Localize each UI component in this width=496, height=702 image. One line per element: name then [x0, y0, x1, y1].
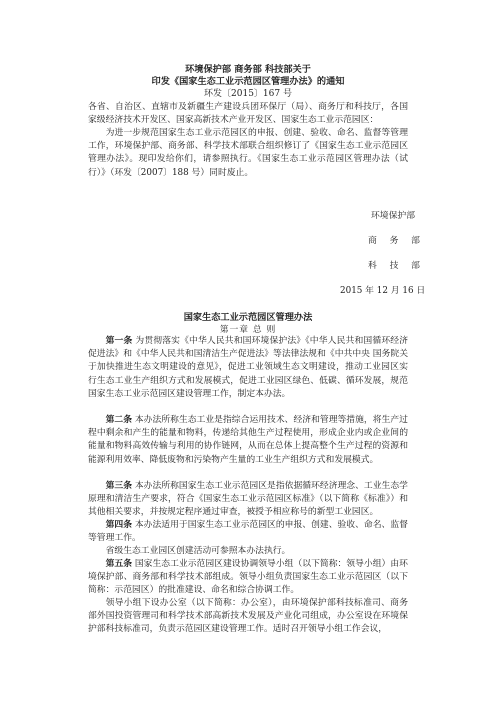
chapter-heading: 第一章 总 则: [219, 325, 277, 335]
paragraph-provincial: 省级生态工业园区创建活动可参照本办法执行。: [105, 546, 291, 556]
notice-recipients: 各省、自治区、直辖市及新疆生产建设兵团环保厅（局）、商务厅和科技厅，各国家级经济技术开发区、国家高新技术产业开发区、国家生态工业示范园区：: [88, 102, 408, 126]
article-1: [88, 335, 408, 401]
signature-org-3: 科 技 部: [368, 261, 420, 271]
document-number: 环发〔2015〕167 号: [204, 89, 292, 99]
article-label: 第四条: [105, 520, 133, 530]
signature-org-1: 环境保护部: [371, 211, 415, 221]
article-4: [88, 519, 408, 545]
article-5: [88, 558, 408, 598]
paragraph-office: 领导小组下设办公室（以下简称：办公室），由环境保护部科技标准司、商务部外国投资管理司和科学技术部高新技术发展及产业化司组成，办公室设在环境保护部科技标准司，负责示范园区建设管理工作。适时召开领导小组工作会议，: [88, 598, 408, 635]
notice-title-line2: 印发《国家生态工业示范园区管理办法》的通知: [151, 76, 345, 87]
article-label: 第一条: [105, 336, 133, 346]
article-text: 本办法所称国家生态工业示范园区是指依据循环经济理念、工业生态学原理和清洁生产要求，符合《国家生态工业示范园区标准》（以下简称《标准》）和其他相关要求，并按规定程序通过审查，被授予相应称号的新型工业园区。: [88, 481, 408, 518]
signature-org-2: 商 务 部: [368, 236, 420, 246]
article-label: 第二条: [105, 415, 133, 425]
article-text: 本办法所称生态工业是指综合运用技术、经济和管理等措施，将生产过程中剩余和产生的能量和物料，传递给其他生产过程使用，形成企业内或企业间的能量和物料高效传输与利用的协作链网，从而在总体上提高整个生产过程的资源和能源利用效率、降低废物和污染物产生量的工业生产组织方式和发展模式。: [88, 415, 408, 465]
article-text: 为贯彻落实《中华人民共和国环境保护法》《中华人民共和国循环经济促进法》和《中华人民共和国清洁生产促进法》等法律法规和《中共中央 国务院关于加快推进生态文明建设的意见》，促进工业领域生态文明建设，推动工业园区实行生态工业生产组织方式和发展模式，促进工业园区绿色、低碳、循环发展，规范国家生态工业示范园区建设管理工作，制定本办法。: [88, 336, 408, 399]
notice-title-line1: 环境保护部 商务部 科技部关于: [185, 64, 311, 75]
article-2: [88, 414, 408, 467]
article-3: [88, 480, 408, 520]
article-label: 第三条: [105, 481, 133, 491]
regulation-title: 国家生态工业示范园区管理办法: [183, 312, 313, 323]
article-text: 国家生态工业示范园区建设协调领导小组（以下简称：领导小组）由环境保护部、商务部和科学技术部组成。领导小组负责国家生态工业示范园区（以下简称：示范园区）的批准建设、命名和综合协调工作。: [88, 559, 408, 596]
signature-date: 2015 年 12 月 16 日: [340, 286, 426, 296]
article-label: 第五条: [105, 559, 133, 569]
notice-body: 为进一步规范国家生态工业示范园区的申报、创建、验收、命名、监督等管理工作，环境保护部、商务部、科学技术部联合组织修订了《国家生态工业示范园区管理办法》。现印发给你们，请参照执行。《国家生态工业示范园区管理办法（试行）》（环发〔2007〕188 号）同时废止。: [88, 128, 408, 178]
article-text: 本办法适用于国家生态工业示范园区的申报、创建、验收、命名、监督等管理工作。: [88, 520, 408, 544]
